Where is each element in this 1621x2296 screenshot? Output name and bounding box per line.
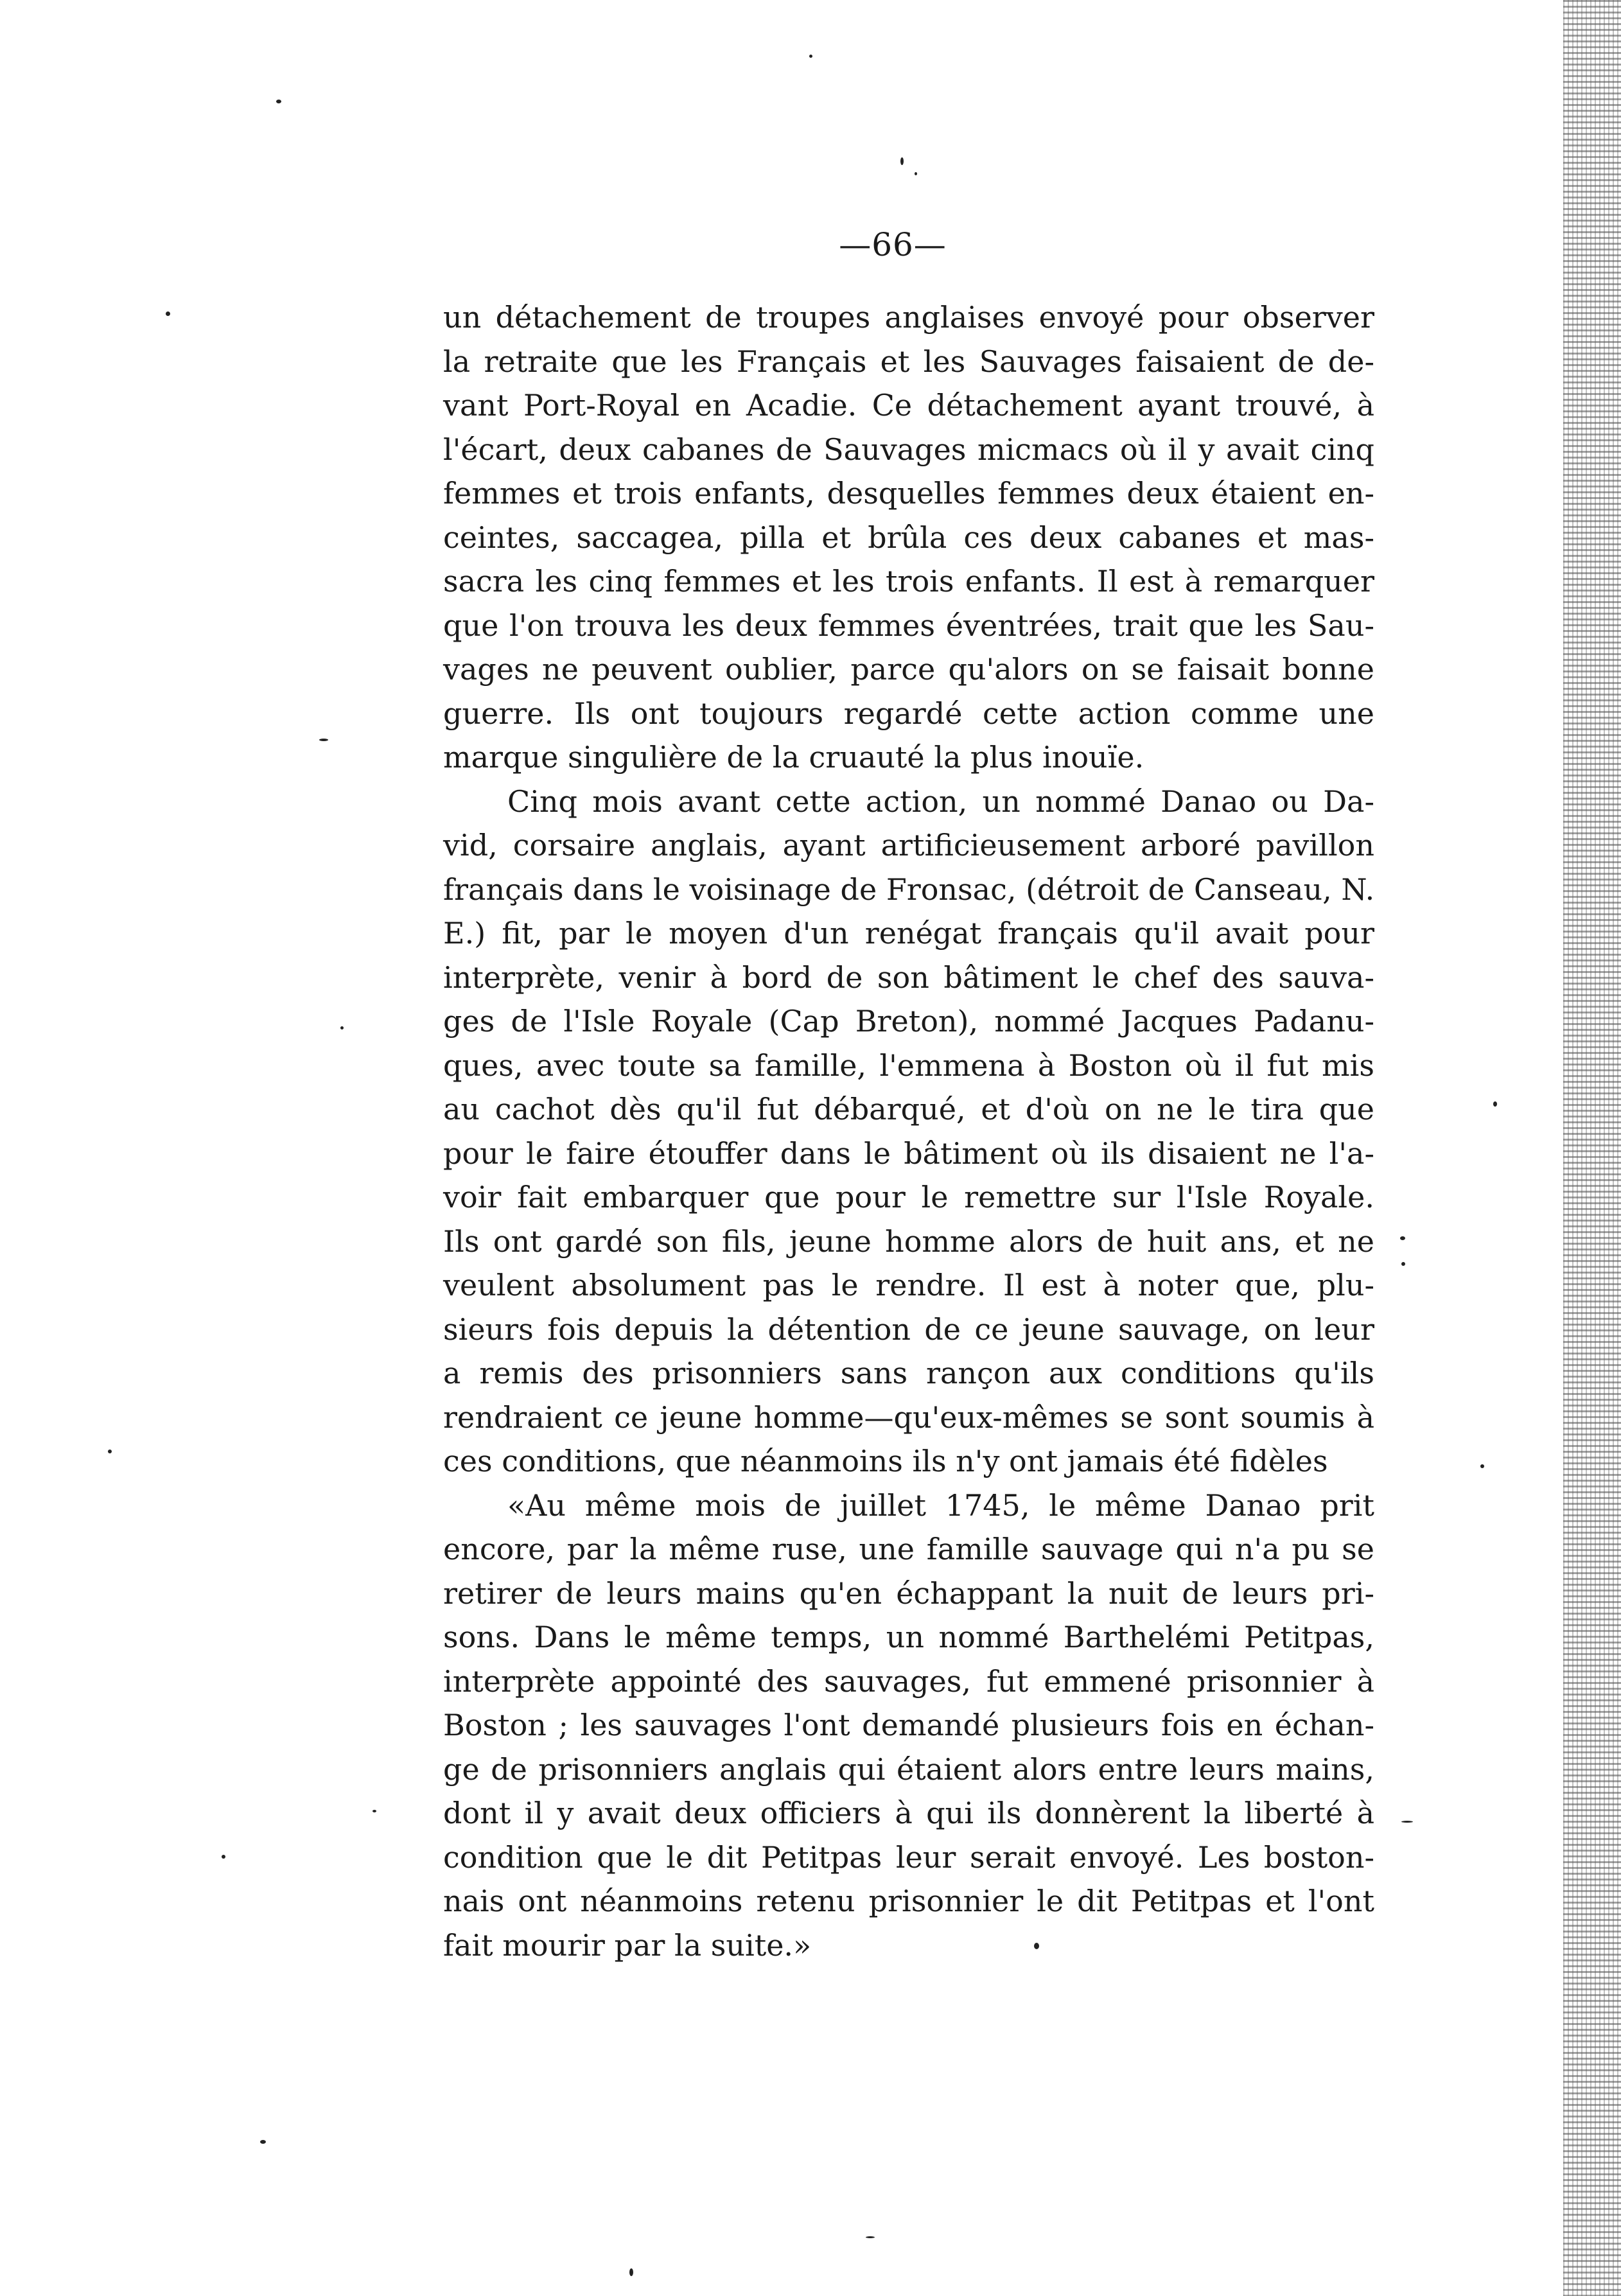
page-number: —66— (839, 226, 947, 263)
text-line: ces conditions, que néanmoins ils n'y ont jamais été fidèles (443, 1444, 1328, 1478)
text-line: l'écart, deux cabanes de Sauvages micmacs où il y avait cinq (443, 432, 1374, 467)
text-line: veulent absolument pas le rendre. Il est à noter que, plu- (443, 1268, 1374, 1302)
text-line: E.) fit, par le moyen d'un renégat français qu'il avait pour (443, 916, 1374, 951)
text-line: sons. Dans le même temps, un nommé Barthelémi Petitpas, (443, 1620, 1374, 1654)
speck-mark (1480, 1464, 1484, 1468)
text-line: fait mourir par la suite.» (443, 1927, 812, 1963)
speck-mark (629, 2268, 633, 2276)
text-line: retirer de leurs mains qu'en échappant la nuit de leurs pri- (443, 1575, 1374, 1611)
text-line: interprète, venir à bord de son bâtiment le chef des sauva- (443, 960, 1374, 995)
text-line: voir fait embarquer que pour le remettre sur l'Isle Royale. (443, 1180, 1374, 1214)
text-line: vant Port-Royal en Acadie. Ce détachement ayant trouvé, à (443, 388, 1374, 423)
text-line: nais ont néanmoins retenu prisonnier le dit Petitpas et l'ont (443, 1884, 1374, 1918)
text-line: Ils ont gardé son fils, jeune homme alors de huit ans, et ne (443, 1223, 1374, 1259)
text-line: interprète appointé des sauvages, fut emmené prisonnier à (443, 1663, 1374, 1699)
text-line: a remis des prisonniers sans rançon aux conditions qu'ils (443, 1356, 1374, 1390)
text-line: ceintes, saccagea, pilla et brûla ces deux cabanes et mas- (443, 520, 1374, 555)
speck-mark (319, 739, 328, 741)
text-line: français dans le voisinage de Fronsac, (détroit de Canseau, N. (443, 872, 1375, 907)
text-line: pour le faire étouffer dans le bâtiment où ils disaient ne l'a- (443, 1135, 1374, 1171)
speck-mark (1493, 1101, 1497, 1107)
text-line: guerre. Ils ont toujours regardé cette action comme une (443, 696, 1374, 731)
text-line: «Au même mois de juillet 1745, le même Danao prit (507, 1487, 1374, 1523)
text-line: au cachot dès qu'il fut débarqué, et d'où on ne le tira que (443, 1092, 1374, 1126)
text-line: marque singulière de la cruauté la plus inouïe. (443, 740, 1144, 775)
text-line: Boston ; les sauvages l'ont demandé plusieurs fois en échan- (443, 1708, 1374, 1742)
text-line: dont il y avait deux officiers à qui ils donnèrent la liberté à (443, 1796, 1374, 1830)
speck-mark (166, 311, 170, 316)
body-text (443, 295, 1374, 1967)
speck-mark (108, 1450, 112, 1453)
text-line: sacra les cinq femmes et les trois enfants. Il est à remarquer (443, 564, 1374, 599)
text-line: ques, avec toute sa famille, l'emmena à Boston où il fut mis (443, 1047, 1374, 1083)
text-line: la retraite que les Français et les Sauvages faisaient de de- (443, 344, 1374, 379)
text-line: femmes et trois enfants, desquelles femmes deux étaient en- (443, 476, 1374, 511)
speck-mark (900, 157, 904, 165)
text-line: vages ne peuvent oublier, parce qu'alors on se faisait bonne (443, 652, 1374, 687)
text-line: Cinq mois avant cette action, un nommé Danao ou Da- (507, 784, 1374, 819)
speck-mark (915, 172, 917, 175)
text-line: rendraient ce jeune homme—qu'eux-mêmes se sont soumis à (443, 1399, 1374, 1435)
text-line: encore, par la même ruse, une famille sauvage qui n'a pu se (443, 1532, 1374, 1566)
speck-mark (340, 1026, 344, 1030)
speck-mark (276, 100, 281, 103)
text-line: que l'on trouva les deux femmes éventrées, trait que les Sau- (443, 608, 1374, 643)
speck-mark (809, 55, 812, 58)
speck-mark (222, 1855, 225, 1859)
page-edge-scan-artifact (1563, 0, 1621, 2296)
text-line: sieurs fois depuis la détention de ce jeune sauvage, on leur (443, 1311, 1374, 1347)
speck-mark (260, 2140, 266, 2144)
text-line: vid, corsaire anglais, ayant artificieusement arboré pavillon (443, 828, 1374, 863)
text-line: un détachement de troupes anglaises envoyé pour observer (443, 300, 1374, 335)
speck-mark (1400, 1236, 1405, 1240)
text-line: ges de l'Isle Royale (Cap Breton), nommé Jacques Padanu- (443, 1004, 1374, 1038)
speck-mark (372, 1810, 376, 1812)
text-line: condition que le dit Petitpas leur serait envoyé. Les boston- (443, 1839, 1374, 1875)
speck-mark (1401, 1262, 1405, 1266)
text-line: ge de prisonniers anglais qui étaient alors entre leurs mains, (443, 1751, 1374, 1787)
speck-mark (1401, 1821, 1413, 1823)
speck-mark (866, 2236, 875, 2238)
